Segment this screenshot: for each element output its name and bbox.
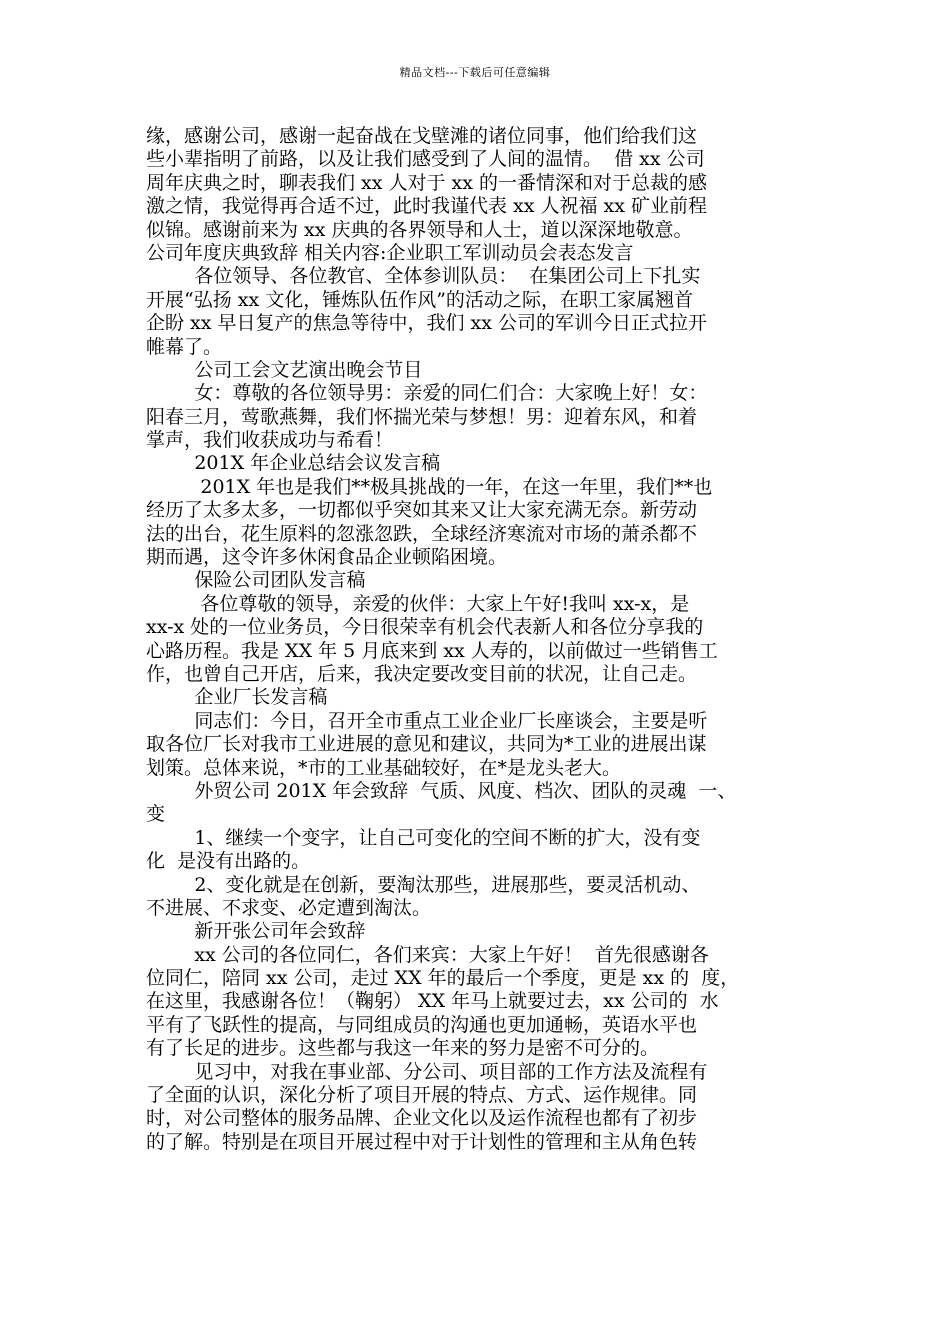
text-line: 划策。总体来说，*市的工业基础较好，在*是龙头老大。 <box>146 756 622 779</box>
text-line: 公司年度庆典致辞 相关内容:企业职工军训动员会表态发言 <box>146 241 634 264</box>
text-line: 作，也曾自己开店，后来，我决定要改变目前的状况，让自己走。 <box>146 662 698 685</box>
text-line: 企业厂长发言稿 <box>146 686 328 709</box>
text-line: 心路历程。我是 XX 年 5 月底来到 xx 人寿的，以前做过一些销售工 <box>146 639 718 662</box>
text-line: 201X 年企业总结会议发言稿 <box>146 452 441 475</box>
text-line: 平有了飞跃性的提高，与同组成员的沟通也更加通畅，英语水平也 <box>146 1013 698 1036</box>
text-line: 新开张公司年会致辞 <box>146 920 366 943</box>
text-line: 2、变化就是在创新，要淘汰那些，进展那些，要灵活机动、 <box>146 873 701 896</box>
text-line: 化 是没有出路的。 <box>146 850 311 873</box>
text-line: 企盼 xx 早日复产的焦急等待中，我们 xx 公司的军训今日正式拉开 <box>146 312 708 335</box>
text-line: 保险公司团队发言稿 <box>146 569 366 592</box>
text-line: 法的出台，花生原料的忽涨忽跌，全球经济寒流对市场的萧杀都不 <box>146 522 698 545</box>
text-line: 期而遇，这令许多休闲食品企业顿陷困境。 <box>146 546 508 569</box>
text-line: 似锦。感谢前来为 xx 庆典的各界领导和人士，道以深深地敬意。 <box>146 218 693 241</box>
text-line: 1、继续一个变字，让自己可变化的空间不断的扩大，没有变 <box>146 826 701 849</box>
text-line: 变 <box>146 803 166 826</box>
text-line: 201X 年也是我们**极具挑战的一年，在这一年里，我们**也 <box>146 475 713 498</box>
text-line: 各位尊敬的领导，亲爱的伙伴：大家上午好!我叫 xx-x，是 <box>146 592 690 615</box>
text-line: 经历了太多太多，一切都似乎突如其来又让大家充满无奈。新劳动 <box>146 499 698 522</box>
text-line: 女：尊敬的各位领导男：亲爱的同仁们合：大家晚上好！女： <box>146 382 708 405</box>
text-line: xx 公司的各位同仁，各们来宾：大家上午好！ 首先很感谢各 <box>146 943 709 966</box>
text-line: 位同仁，陪同 xx 公司，走过 XX 年的最后一个季度，更是 xx 的 度， <box>146 967 740 990</box>
text-line: 有了长足的进步。这些都与我这一年来的努力是密不可分的。 <box>146 1037 660 1060</box>
text-line: 在这里，我感谢各位！（鞠躬） XX 年马上就要过去，xx 公司的 水 <box>146 990 719 1013</box>
page-header: 精品文档---下载后可任意编辑 <box>399 66 551 79</box>
text-line: 了全面的认识，深化分析了项目开展的特点、方式、运作规律。同 <box>146 1084 698 1107</box>
text-line: 各位领导、各位教官、全体参训队员： 在集团公司上下扎实 <box>146 265 701 288</box>
text-line: 取各位厂长对我市工业进展的意见和建议，共同为*工业的进展出谋 <box>146 733 707 756</box>
text-line: 的了解。特别是在项目开展过程中对于计划性的管理和主从角色转 <box>146 1130 698 1153</box>
text-line: 周年庆典之时，聊表我们 xx 人对于 xx 的一番情深和对于总裁的感 <box>146 171 708 194</box>
text-line: 阳春三月，莺歌燕舞，我们怀揣光荣与梦想！男：迎着东风，和着 <box>146 405 698 428</box>
text-line: 开展“弘扬 xx 文化，锤炼队伍作风”的活动之际，在职工家属翘首 <box>146 288 693 311</box>
text-line: 激之情，我觉得再合适不过，此时我谨代表 xx 人祝福 xx 矿业前程 <box>146 195 708 218</box>
text-line: 帷幕了。 <box>146 335 223 358</box>
text-line: 缘，感谢公司，感谢一起奋战在戈壁滩的诸位同事，他们给我们这 <box>146 125 698 147</box>
text-line: 些小辈指明了前路，以及让我们感受到了人间的温情。 借 xx 公司 <box>146 148 705 171</box>
text-line: 公司工会文艺演出晚会节目 <box>146 358 423 381</box>
text-line: 不进展、不求变、必定遭到淘汰。 <box>146 896 432 919</box>
text-line: 外贸公司 201X 年会致辞 气质、风度、档次、团队的灵魂 一、 <box>146 779 737 802</box>
text-line: 掌声，我们收获成功与希看！ <box>146 429 394 452</box>
text-line: 见习中，对我在事业部、分公司、项目部的工作方法及流程有 <box>146 1060 708 1083</box>
document-body <box>146 125 816 1154</box>
text-line: 时，对公司整体的服务品牌、企业文化以及运作流程也都有了初步 <box>146 1107 698 1130</box>
text-line: xx-x 处的一位业务员，今日很荣幸有机会代表新人和各位分享我的 <box>146 616 704 639</box>
text-line: 同志们：今日，召开全市重点工业企业厂长座谈会，主要是听 <box>146 709 708 732</box>
